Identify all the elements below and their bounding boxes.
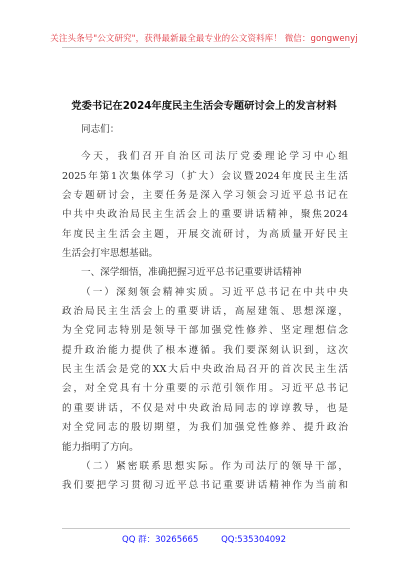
text-line: 一、深学细悟，准确把握习近平总书记重要讲话精神 (81, 267, 302, 279)
footer-qq-contact: QQ:535304092 (221, 535, 286, 545)
paragraph-subsection-1 (62, 283, 348, 457)
footer-divider (62, 528, 350, 529)
paragraph-intro (62, 147, 348, 263)
text-line: 生活会打牢思想基础。 (62, 248, 158, 260)
text-line: （一）深刻领会精神实质。习近平总书记在中共中央 (81, 286, 348, 298)
paragraph-subsection-2 (62, 457, 348, 496)
text-line: 2025年第1次集体学习（扩大）会议暨2024年度民主生活 (62, 170, 348, 182)
text-line: 年度民主生活会主题，开展交流研讨，为高质量开好民主 (62, 228, 348, 240)
text-line: 对全党同志的殷切期望，为我们加强党性修养、提升政治 (62, 422, 348, 434)
section-heading (62, 263, 348, 282)
text-line: 能力指明了方向。 (62, 441, 139, 453)
text-line: 今天，我们召开自治区司法厅党委理论学习中心组 (81, 151, 348, 163)
footer-qq-group: QQ 群：30265665 (122, 535, 199, 545)
text-line: 政治局民主生活会上的重要讲话，高屋建瓴、思想深邃， (62, 306, 348, 318)
text-line: 民主生活会是党的XX大后中央政治局召开的首次民主生活 (62, 364, 348, 376)
text-line: （二）紧密联系思想实际。作为司法厅的领导干部， (81, 460, 348, 472)
text-line: 我们要把学习贯彻习近平总书记重要讲话精神作为当前和 (62, 480, 348, 492)
text-line: 提升政治能力提供了根本遵循。我们要深刻认识到，这次 (62, 344, 348, 356)
document-body (62, 120, 348, 496)
header-divider (62, 47, 350, 48)
salutation: 同志们： (81, 124, 120, 135)
footer-contact (0, 533, 408, 545)
text-line: 会，对全党具有十分重要的示范引领作用。习近平总书记 (62, 383, 348, 395)
text-line: 中共中央政治局民主生活会上的重要讲话精神，聚焦2024 (62, 209, 348, 221)
text-line: 的重要讲话，不仅是对中央政治局同志的谆谆教导，也是 (62, 402, 348, 414)
header-banner (0, 32, 408, 44)
header-banner-text: 关注头条号"公文研究"，获得最新最全最专业的公文资料库！ 微信：gongwenyj (50, 34, 358, 44)
text-line: 为全党同志特别是领导干部加强党性修养、坚定理想信念 (62, 325, 348, 337)
document-title: 党委书记在2024年度民主生活会专题研讨会上的发言材料 (71, 100, 337, 112)
text-line: 会专题研讨会，主要任务是深入学习领会习近平总书记在 (62, 190, 348, 202)
